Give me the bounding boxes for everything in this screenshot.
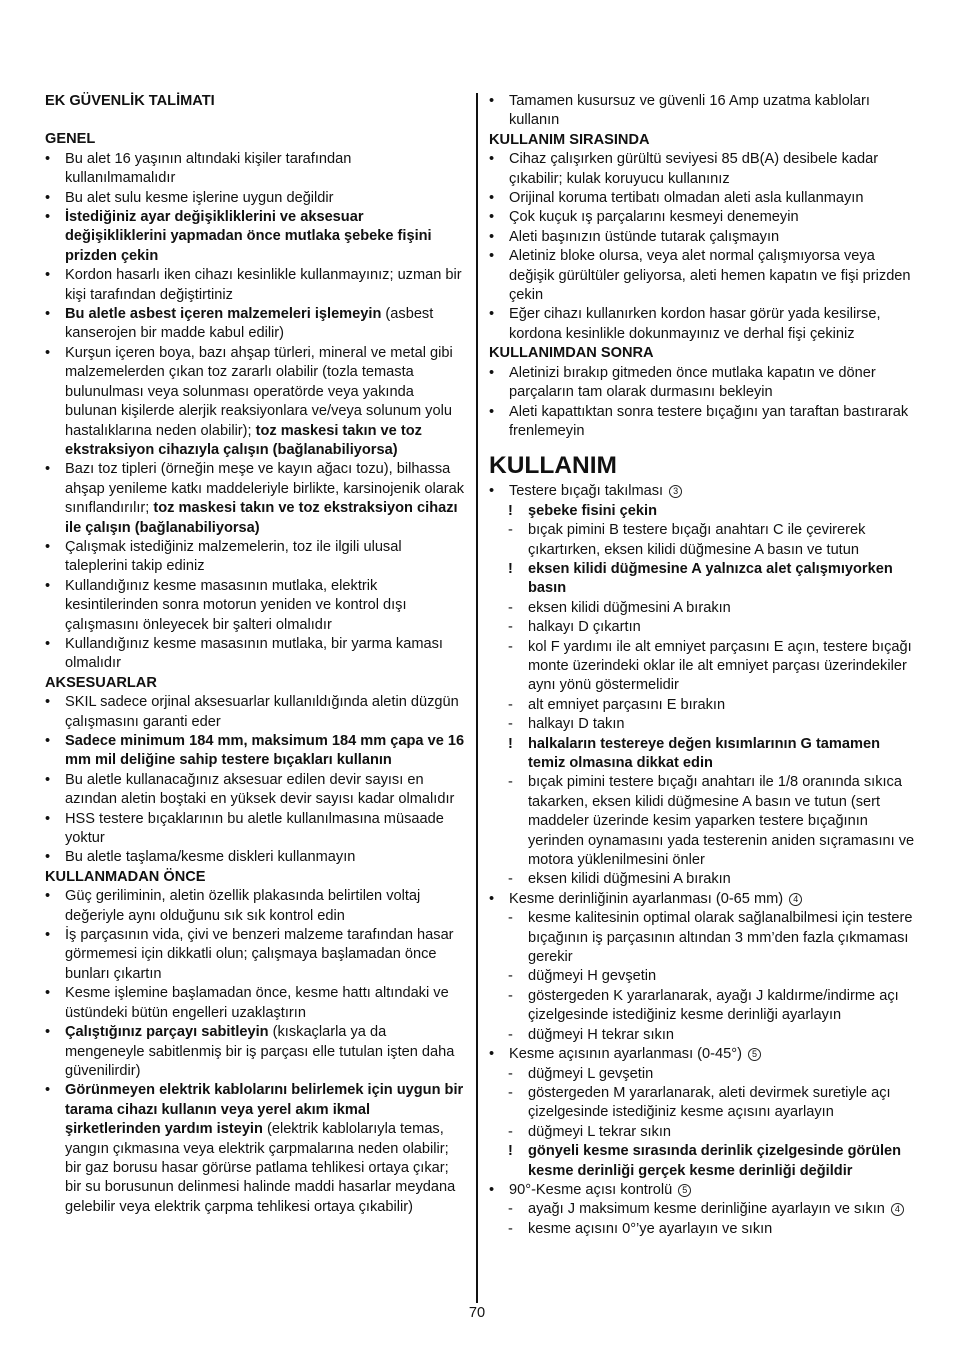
sub-item (489, 1220, 917, 1239)
item-text: Bu alet 16 yaşının altındaki kişiler tarafından kullanılmamalıdır (65, 150, 352, 187)
list-item (45, 732, 465, 771)
bullet-icon: • (45, 150, 51, 167)
bullet-icon: • (489, 151, 495, 168)
warning-item (489, 1142, 917, 1181)
list-item (45, 150, 465, 189)
dash-icon: - (508, 774, 513, 791)
sub-item (489, 1084, 917, 1123)
column-divider (476, 93, 478, 1303)
sub-item (489, 715, 917, 734)
list-item (45, 926, 465, 984)
list-top (489, 92, 917, 131)
bullet-icon: • (489, 1046, 495, 1063)
sub-text: alt emniyet parçasını E bırakın (528, 696, 726, 713)
list-item (489, 890, 917, 909)
bullet-icon: • (45, 306, 51, 323)
sub-item (489, 618, 917, 637)
sub-text: düğmeyi H gevşetin (528, 968, 657, 985)
bold-text: Sadece minimum 184 mm, maksimum 184 mm çapa ve 16 mm mil deliğine sahip testere bıçakları kullanın (65, 733, 465, 769)
list-item (489, 228, 917, 247)
warning-item (489, 560, 917, 599)
dash-icon: - (508, 968, 513, 985)
item-text: Cihaz çalışırken gürültü seviyesi 85 dB(A) desibele kadar çıkabilir; kulak koruyucu kullanınız (509, 151, 879, 187)
sub-item (489, 599, 917, 618)
step-text: Kesme açısının ayarlanması (0-45°) (509, 1046, 746, 1063)
sub-text: göstergeden M yararlanarak, aleti devirmek suretiyle açı çizelgesinde istediğiniz kesme açısını ayarlayın (528, 1084, 891, 1121)
dash-icon: - (508, 696, 513, 713)
list-item (489, 1045, 917, 1064)
list-item (489, 247, 917, 305)
list-aksesuarlar (45, 693, 465, 868)
dash-icon: - (508, 910, 513, 927)
bullet-icon: • (45, 927, 51, 944)
dash-icon: - (508, 987, 513, 1004)
sub-text: düğmeyi L gevşetin (528, 1065, 654, 1082)
bullet-icon: • (489, 228, 495, 245)
sub-text: ayağı J maksimum kesme derinliğine ayarlayın ve sıkın (528, 1201, 889, 1218)
sub-text: düğmeyi L tekrar sıkın (528, 1123, 672, 1140)
step-text: 90°-Kesme açısı kontrolü (509, 1181, 677, 1198)
item-text: Bazı toz tipleri (örneğin meşe ve kayın ağacı tozu), bilhassa ahşap yenileme katkı maddeleriyle birlikte, karsinojenik olarak sınıflandırılır; (65, 461, 465, 517)
sub-text: eksen kilidi düğmesini A bırakın (528, 599, 731, 616)
dash-icon: - (508, 638, 513, 655)
list-item (45, 984, 465, 1023)
item-text: Çok kuçuk ış parçalarını kesmeyi denemeyin (509, 209, 799, 226)
list-item (489, 364, 917, 403)
left-column (45, 92, 465, 1217)
dash-icon: - (508, 522, 513, 539)
item-text: Bu aletle kullanacağınız aksesuar edilen devir sayısı en azından aletin boştaki en yüksek devir sayısı kadar olmalıdır (65, 771, 455, 808)
dash-icon: - (508, 619, 513, 636)
item-text: Bu alet sulu kesme işlerine uygun değildir (65, 189, 334, 206)
list-kullanmadan-once (45, 887, 465, 1217)
dash-icon: - (508, 1084, 513, 1101)
list-item (489, 92, 917, 131)
figure-ref-icon: 4 (891, 1203, 904, 1216)
figure-ref-icon: 5 (748, 1048, 761, 1061)
item-text: Aletiniz bloke olursa, veya alet normal çalışmıyorsa veya değişik gürültüler geliyorsa, aleti hemen kapatın ve fişi prizden çekin (509, 248, 911, 304)
item-text: Kesme işlemine başlamadan önce, kesme hattı altındaki ve üstündeki bütün engelleri uzaklaştırın (65, 985, 449, 1021)
heading-aksesuarlar: AKSESUARLAR (45, 674, 157, 691)
sub-text: göstergeden K yararlanarak, ayağı J kaldırme/indirme açı çizelgesinde istediğiniz kesme derinliği ayarlayın (528, 987, 899, 1024)
list-item (45, 189, 465, 208)
bullet-icon: • (45, 810, 51, 827)
bullet-icon: • (489, 1181, 495, 1198)
item-text: Aleti başınızın üstünde tutarak çalışmayın (509, 228, 780, 245)
list-item (45, 771, 465, 810)
sub-item (489, 1026, 917, 1045)
bullet-icon: • (489, 890, 495, 907)
bullet-icon: • (45, 1082, 51, 1099)
sub-text: eksen kilidi düğmesine A yalnızca alet çalışmıyorken basın (528, 560, 893, 597)
sub-text: kesme açısını 0°’ye ayarlayın ve sıkın (528, 1220, 773, 1237)
dash-icon: - (508, 871, 513, 888)
dash-icon: - (508, 716, 513, 733)
item-text: (kıskaçlarla ya da mengeneyle sabitlenmiş bir iş parçası elle tutulan işten daha güvenilirdir) (65, 1024, 455, 1079)
item-text: Bu aletle taşlama/kesme diskleri kullanmayın (65, 849, 356, 866)
sub-item (489, 967, 917, 986)
warning-icon: ! (508, 502, 513, 519)
step-text: Kesme derinliğinin ayarlanması (0-65 mm) (509, 890, 788, 907)
sub-text: kol F yardımı ile alt emniyet parçasını E açın, testere bıçağı monte üzerindeki oklar ile alt emniyet parçası üzerindekiler aynı yönü göstermelidir (528, 638, 912, 694)
list-kullanimdan-sonra (489, 364, 917, 442)
page-number: 70 (468, 1305, 486, 1321)
bold-text: Çalıştığınız parçayı sabitleyin (65, 1024, 269, 1041)
list-item (45, 266, 465, 305)
item-text: Çalışmak istediğiniz malzemelerin, toz ile ilgili ulusal taleplerini takip ediniz (65, 538, 402, 575)
list-kullanim-sirasinda (489, 150, 917, 344)
step-text: Testere bıçağı takılması (509, 483, 668, 500)
sub-item (489, 870, 917, 889)
list-item (45, 208, 465, 266)
item-text: (elektrik kablolarıyla temas, yangın çıkmasına veya elektrik çarpmalarına neden olabilir; bir gaz borusu hasar görürse patlama tehlikesi ortaya çıkar; bir su borusunun delinmesi halinde maddi hasarlar meydana gelebilir veya elektrik çarpma tehlikesi ortaya çıkabilir) (65, 1121, 456, 1215)
item-text: Güç geriliminin, aletin özellik plakasında belirtilen voltaj değeriyle aynı olduğunu sık sık kontrol edin (65, 888, 421, 924)
sub-text: şebeke fisini çekin (528, 502, 657, 519)
sub-item (489, 1123, 917, 1142)
sub-text: halkayı D takın (528, 716, 625, 733)
figure-ref-icon: 3 (669, 485, 682, 498)
item-text: SKIL sadece orjinal aksesuarlar kullanıldığında aletin düzgün çalışmasını garanti eder (65, 694, 459, 730)
bullet-icon: • (45, 694, 51, 711)
bullet-icon: • (45, 888, 51, 905)
list-genel (45, 150, 465, 674)
list-item (45, 848, 465, 867)
heading-kullanimdan-sonra: KULLANIMDAN SONRA (489, 345, 654, 362)
heading-kullanim: KULLANIM (489, 452, 617, 480)
dash-icon: - (508, 1123, 513, 1140)
bullet-icon: • (489, 403, 495, 420)
heading-genel: GENEL (45, 131, 96, 148)
bullet-icon: • (489, 483, 495, 500)
dash-icon: - (508, 1220, 513, 1237)
list-item (489, 208, 917, 227)
bold-text: Bu aletle asbest içeren malzemeleri işlemeyin (65, 306, 382, 323)
item-text: Orijinal koruma tertibatı olmadan aleti asla kullanmayın (509, 190, 864, 207)
list-item (45, 693, 465, 732)
sub-item (489, 521, 917, 560)
list-item (45, 887, 465, 926)
list-item (489, 1181, 917, 1200)
dash-icon: - (508, 1065, 513, 1082)
item-text: Kullandığınız kesme masasının mutlaka, elektrik kesintilerinden sonra motorun yeniden ve kontrol dışı çalışmasını önleyecek bir şalteri olmalıdır (65, 577, 407, 633)
item-text: (asbest kanserojen bir madde kabul edilir) (65, 306, 434, 342)
bullet-icon: • (45, 985, 51, 1002)
bullet-icon: • (489, 248, 495, 265)
sub-text: halkayı D çıkartın (528, 619, 641, 636)
list-item (489, 189, 917, 208)
bullet-icon: • (45, 849, 51, 866)
list-item (45, 810, 465, 849)
list-item (45, 635, 465, 674)
bullet-icon: • (45, 1024, 51, 1041)
figure-ref-icon: 4 (789, 893, 802, 906)
bullet-icon: • (45, 461, 51, 478)
list-item (45, 538, 465, 577)
sub-text: kesme kalitesinin optimal olarak sağlanalbilmesi için testere bıçağının iş parçasının altından 3 mm’den fazla çıkmaması gerekir (528, 910, 913, 966)
bullet-icon: • (489, 306, 495, 323)
sub-item (489, 987, 917, 1026)
bullet-icon: • (45, 344, 51, 361)
item-text: Kullandığınız kesme masasının mutlaka, bir yarma kaması olmalıdır (65, 635, 443, 672)
sub-text: bıçak pimini B testere bıçağı anahtarı C ile çevirerek çıkartırken, eksen kilidi düğmesine A basın ve tutun (528, 522, 866, 558)
dash-icon: - (508, 599, 513, 616)
sub-item (489, 1200, 917, 1219)
list-item (489, 305, 917, 344)
warning-icon: ! (508, 735, 513, 752)
item-text: Tamamen kusursuz ve güvenli 16 Amp uzatma kabloları kullanın (509, 93, 870, 129)
dash-icon: - (508, 1201, 513, 1218)
sub-item (489, 638, 917, 696)
dash-icon: - (508, 1026, 513, 1043)
item-text: İş parçasının vida, çivi ve benzeri malzeme tarafından hasar görmemesi için dikkatli olun; çalışmaya başlamadan önce bunları çıkartın (65, 927, 454, 982)
list-item (45, 577, 465, 635)
sub-text: gönyeli kesme sırasında derinlik çizelgesinde görülen kesme derinliği gerçek kesme derinliği değildir (528, 1143, 902, 1179)
list-item (45, 305, 465, 344)
bullet-icon: • (45, 538, 51, 555)
bold-text: İstediğiniz ayar değişikliklerini ve aksesuar değişikliklerini yapmadan önce mutlaka şebeke fişini prizden çekin (65, 209, 432, 264)
item-text: Eğer cihazı kullanırken kordon hasar görür yada kesilirse, kordona kesinlikle dokunmayınız ve derhal fişi çekiniz (509, 306, 881, 342)
list-kullanim-steps (489, 482, 917, 1239)
list-item (489, 150, 917, 189)
bullet-icon: • (45, 189, 51, 206)
list-item (489, 403, 917, 442)
bold-text: toz maskesi takın ve toz ekstraksiyon cihazıyla çalışın (bağlanabiliyorsa) (65, 422, 422, 458)
bullet-icon: • (45, 577, 51, 594)
bullet-icon: • (489, 93, 495, 109)
warning-icon: ! (508, 560, 513, 577)
list-item (45, 1023, 465, 1081)
bullet-icon: • (45, 771, 51, 788)
sub-item (489, 909, 917, 967)
warning-item (489, 735, 917, 774)
heading-kullanim-sirasinda: KULLANIM SIRASINDA (489, 131, 650, 148)
list-item (489, 482, 917, 501)
sub-text: halkaların testereye değen kısımlarının G tamamen temiz olmasına dikkat edin (528, 735, 881, 771)
sub-text: bıçak pimini testere bıçağı anahtarı ile 1/8 oranında sıkıca takarken, eksen kilidi düğmesine A basın ve tutun (sert maddeler üzerinde kesim yaparken testere bıçağının yerinden oynamasını yada testerenin aniden sıçramasını ve motora yüklenilmesini önler (528, 774, 915, 869)
bullet-icon: • (45, 635, 51, 652)
item-text: Aleti kapattıktan sonra testere bıçağını yan taraftan bastırarak frenlemeyin (509, 403, 909, 439)
item-text: Kordon hasarlı iken cihazı kesinlikle kullanmayınız; uzman bir kişi tarafından değiştirtiniz (65, 267, 462, 303)
section-title: EK GÜVENLİK TALİMATI (45, 93, 215, 109)
bullet-icon: • (45, 733, 51, 749)
warning-item (489, 502, 917, 521)
bullet-icon: • (45, 267, 51, 284)
sub-item (489, 1065, 917, 1084)
list-item (45, 344, 465, 460)
sub-text: düğmeyi H tekrar sıkın (528, 1026, 674, 1043)
sub-item (489, 696, 917, 715)
bold-text: Görünmeyen elektrik kablolarını belirlemek için uygun bir tarama cihazı kullanın veya yerel akım ikmal şirketlerinden yardım isteyin (65, 1082, 464, 1138)
item-text: Kurşun içeren boya, bazı ahşap türleri, mineral ve metal gibi malzemelerden çıkan toz zararlı olabilir (tozla temasta bulunulması veya solunması operatörde veya yakında bulunan kişilerde alerjik reaksiyonlara ve/veya solunum yolu hastalıklarına neden olabilir); (65, 344, 453, 439)
item-text: HSS testere bıçaklarının bu aletle kullanılmasına müsaade yoktur (65, 810, 444, 847)
sub-text: eksen kilidi düğmesini A bırakın (528, 871, 731, 888)
list-item (45, 460, 465, 538)
bullet-icon: • (489, 209, 495, 226)
right-column (489, 92, 917, 1239)
heading-kullanmadan-once: KULLANMADAN ÖNCE (45, 868, 206, 885)
figure-ref-icon: 5 (678, 1184, 691, 1197)
warning-icon: ! (508, 1143, 513, 1160)
item-text: Aletinizi bırakıp gitmeden önce mutlaka kapatın ve döner parçaların tam olarak durmasını bekleyin (509, 364, 876, 401)
bullet-icon: • (489, 364, 495, 381)
bold-text: toz maskesi takın ve toz ekstraksiyon cihazı ile çalışın (bağlanabiliyorsa) (65, 500, 458, 536)
sub-item (489, 773, 917, 870)
list-item (45, 1081, 465, 1217)
bullet-icon: • (489, 190, 495, 207)
bullet-icon: • (45, 209, 51, 226)
